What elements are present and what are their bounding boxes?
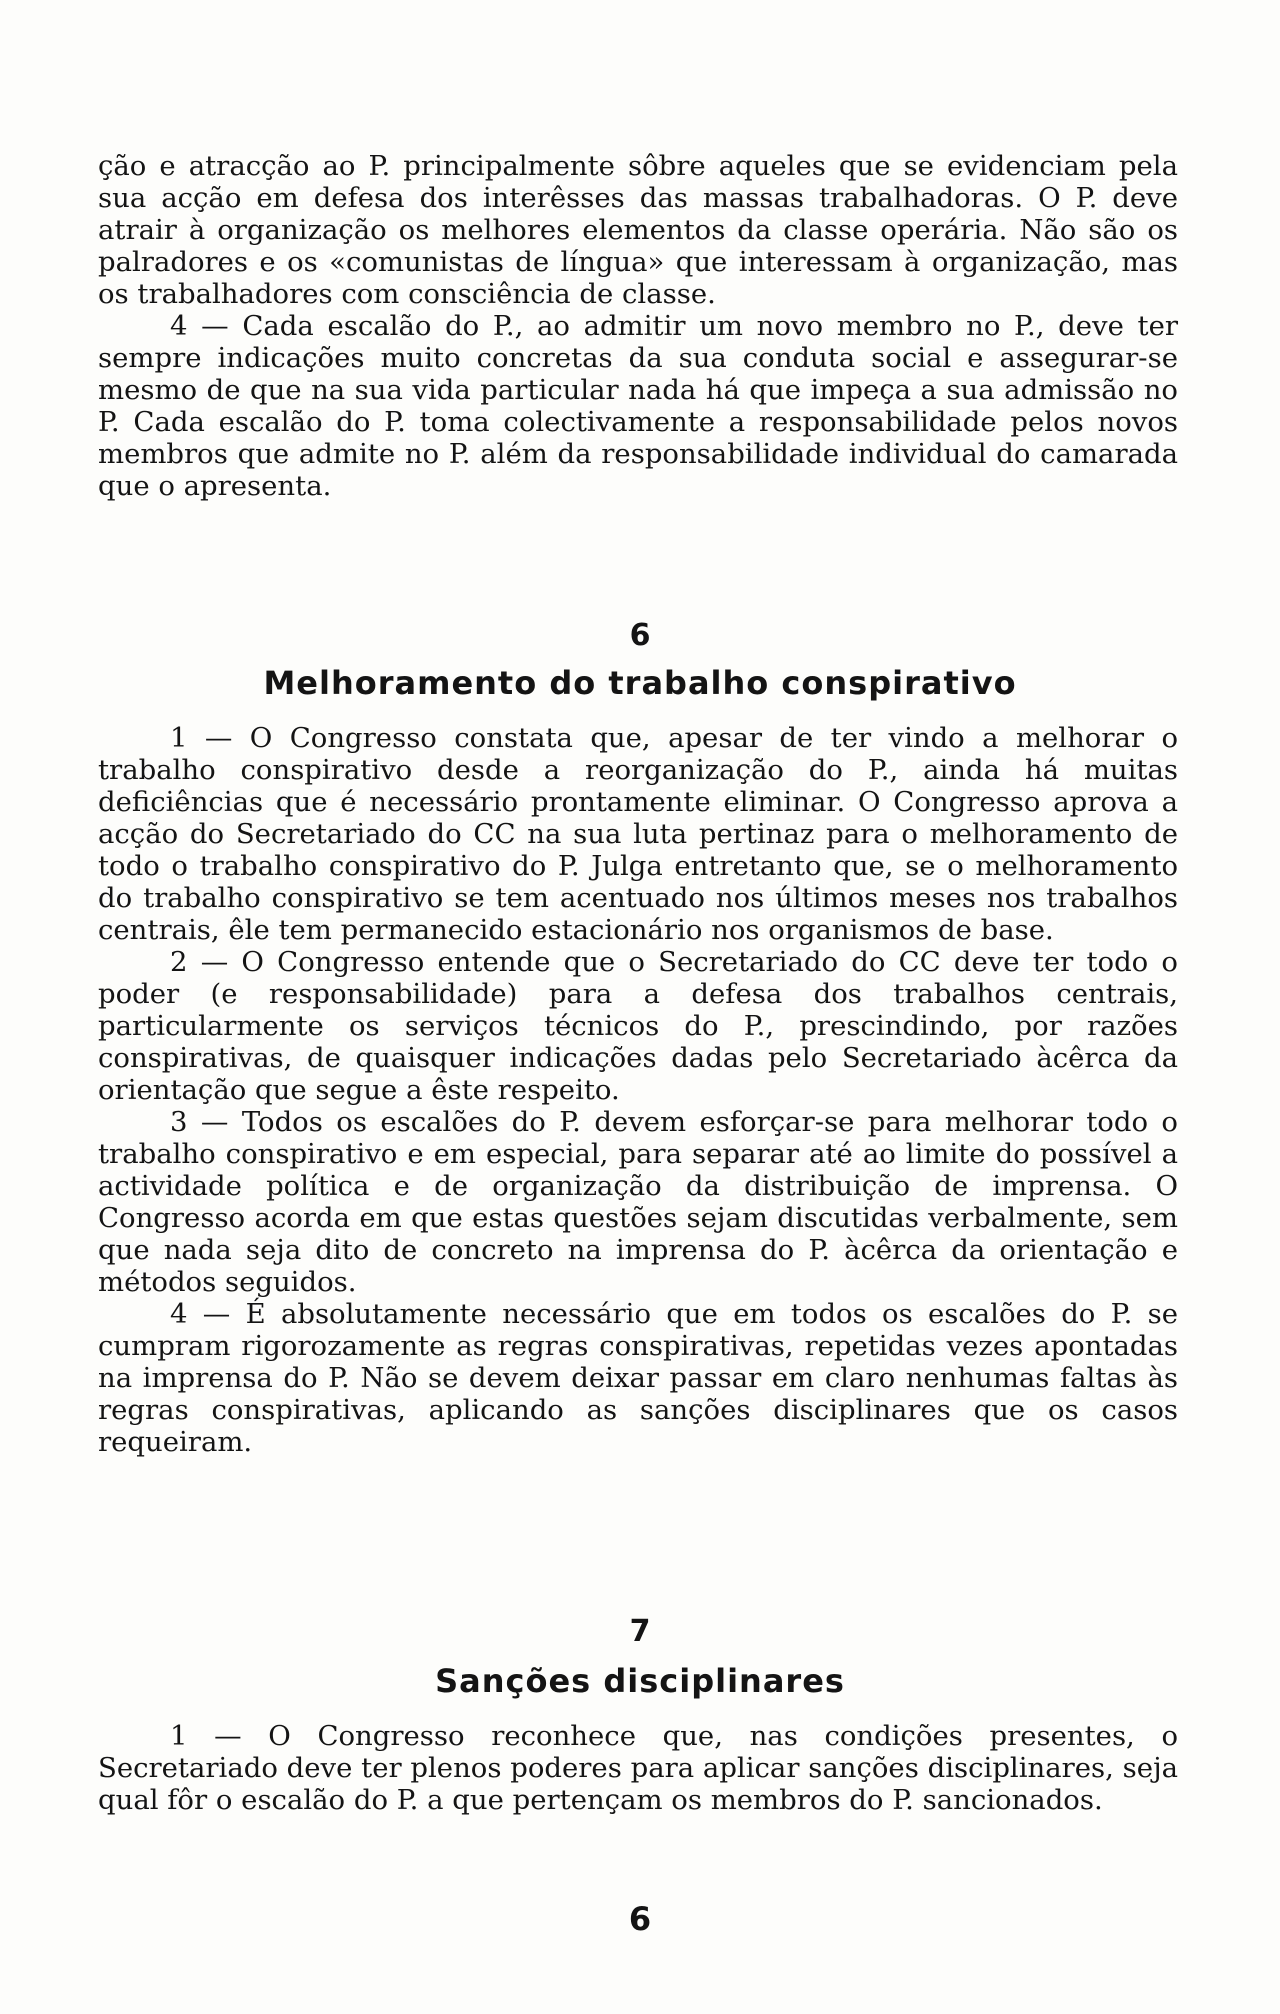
paragraph-item-3: 3 — Todos os escalões do P. devem esforçar-se para melhorar todo o trabalho conspirativo e em especial, para separar até ao limite do possível a actividade política e de organização da distribuição de imprensa. O Congresso acorda em que estas questões sejam discutidas verbalmente, sem que nada seja dito de concreto na imprensa do P. àcêrca da orientação e métodos seguidos. (98, 1106, 1178, 1298)
section-6-body (98, 722, 1178, 1458)
paragraph-item-4: 4 — Cada escalão do P., ao admitir um novo membro no P., deve ter sempre indicações muito concretas da sua conduta social e assegurar-se mesmo de que na sua vida particular nada há que impeça a sua admissão no P. Cada escalão do P. toma colectivamente a responsabilidade pelos novos membros que admite no P. além da responsabilidade individual do camarada que o apresenta. (98, 310, 1178, 502)
paragraph-item-4: 4 — É absolutamente necessário que em todos os escalões do P. se cumpram rigorozamente as regras conspirativas, repetidas vezes apontadas na imprensa do P. Não se devem deixar passar em claro nenhumas faltas às regras conspirativas, aplicando as sanções disciplinares que os casos requeiram. (98, 1298, 1178, 1458)
paragraph: ção e atracção ao P. principalmente sôbre aqueles que se evidenciam pela sua acção em defesa dos interêsses das massas trabalhadoras. O P. deve atrair à organização os melhores elementos da classe operária. Não são os palradores e os «comunistas de língua» que interessam à organização, mas os trabalhadores com consciência de classe. (98, 150, 1178, 310)
section-7-body (98, 1720, 1178, 1816)
section-title: Melhoramento do trabalho conspirativo (263, 664, 1017, 702)
paragraph-item-1: 1 — O Congresso reconhece que, nas condições presentes, o Secretariado deve ter plenos poderes para aplicar sanções disciplinares, seja qual fôr o escalão do P. a que pertençam os membros do P. sancionados. (98, 1720, 1178, 1816)
paragraph-item-2: 2 — O Congresso entende que o Secretariado do CC deve ter todo o poder (e responsabilidade) para a defesa dos trabalhos centrais, particularmente os serviços técnicos do P., prescindindo, por razões conspirativas, de quaisquer indicações dadas pelo Secretariado àcêrca da orientação que segue a êste respeito. (98, 946, 1178, 1106)
paragraph-item-1: 1 — O Congresso constata que, apesar de ter vindo a melhorar o trabalho conspirativo desde a reorganização do P., ainda há muitas deficiências que é necessário prontamente eliminar. O Congresso aprova a acção do Secretariado do CC na sua luta pertinaz para o melhoramento de todo o trabalho conspirativo do P. Julga entretanto que, se o melhoramento do trabalho conspirativo se tem acentuado nos últimos meses nos trabalhos centrais, êle tem permanecido estacionário nos organismos de base. (98, 722, 1178, 946)
top-text-block (98, 150, 1178, 502)
section-number: 6 (629, 618, 651, 653)
section-title: Sanções disciplinares (435, 1662, 845, 1700)
page-number: 6 (628, 1900, 652, 1938)
section-number: 7 (629, 1614, 651, 1649)
